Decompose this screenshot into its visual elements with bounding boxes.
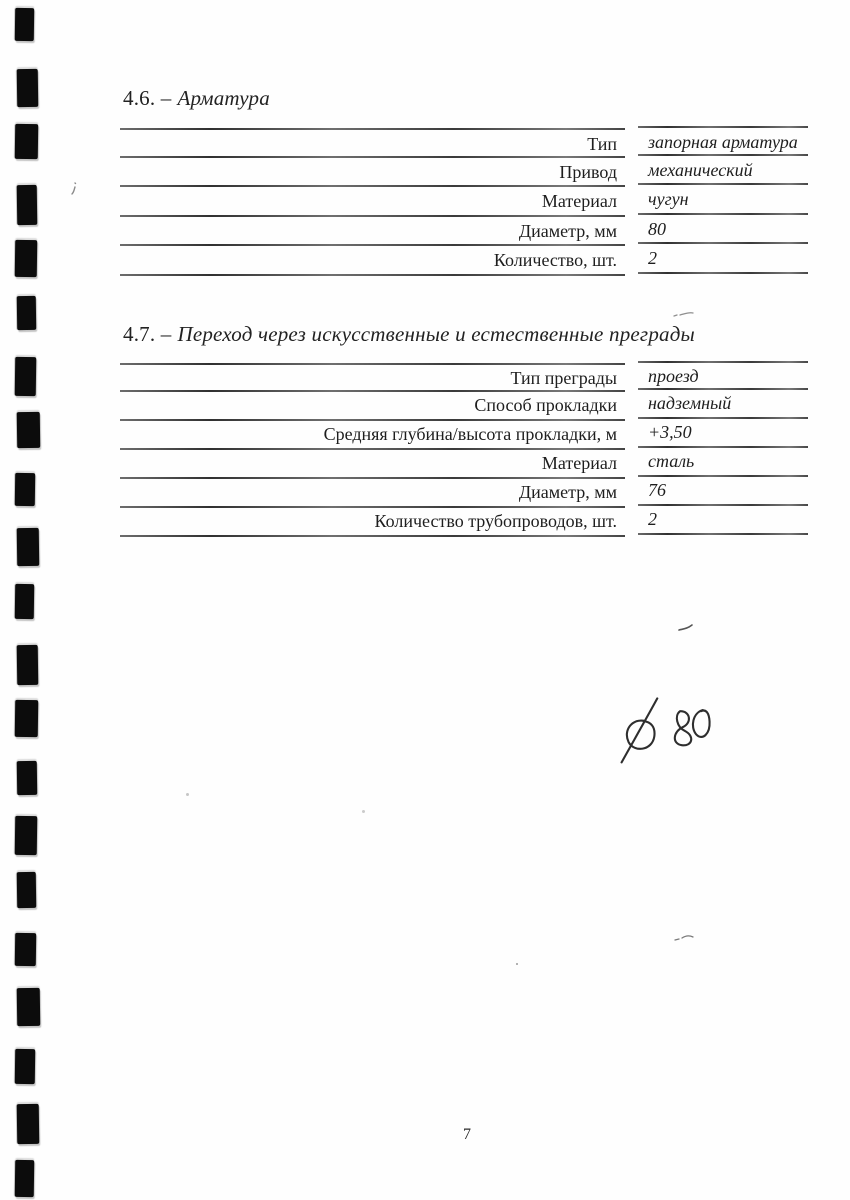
row-value: проезд <box>638 361 808 390</box>
table-row <box>120 421 808 450</box>
section-4-7-heading <box>123 322 695 347</box>
section-number: 4.6. – <box>123 86 172 110</box>
binding-hole-mark <box>15 584 34 619</box>
section-4-6-heading <box>123 86 270 111</box>
handwritten-diameter-annotation <box>594 682 739 779</box>
binding-hole-mark <box>15 124 38 159</box>
row-label: Средняя глубина/высота прокладки, м <box>120 421 625 450</box>
row-value: 2 <box>638 506 808 535</box>
row-value: сталь <box>638 448 808 477</box>
column-gap <box>625 246 638 276</box>
binding-hole-mark <box>15 700 39 737</box>
row-label: Диаметр, мм <box>120 217 625 247</box>
binding-hole-mark <box>17 68 39 106</box>
row-label: Материал <box>120 187 625 217</box>
row-value: 80 <box>638 215 808 245</box>
column-gap <box>625 217 638 247</box>
binding-hole-mark <box>15 356 37 395</box>
handwriting-strokes <box>594 682 738 774</box>
row-value: надземный <box>638 390 808 419</box>
row-label: Материал <box>120 450 625 479</box>
column-gap <box>625 392 638 421</box>
scan-speck <box>516 963 518 965</box>
column-gap <box>625 450 638 479</box>
table-row <box>120 187 808 217</box>
binding-hole-mark <box>17 644 39 684</box>
table-row <box>120 363 808 392</box>
table-row <box>120 450 808 479</box>
column-gap <box>625 479 638 508</box>
scan-speck <box>362 810 365 813</box>
binding-hole-mark <box>15 1160 35 1197</box>
scan-speck <box>186 793 189 796</box>
binding-hole-mark <box>17 1104 40 1144</box>
scan-speck <box>70 180 80 201</box>
row-value: 2 <box>638 244 808 274</box>
binding-hole-mark <box>17 872 37 908</box>
table-row <box>120 392 808 421</box>
armature-table <box>120 128 808 276</box>
row-label: Привод <box>120 158 625 188</box>
column-gap <box>625 128 638 158</box>
scan-speck <box>678 620 694 638</box>
binding-hole-mark <box>15 473 35 506</box>
table-row <box>120 246 808 276</box>
scan-speck <box>672 306 696 324</box>
section-number: 4.7. – <box>123 322 172 346</box>
row-value: запорная арматура <box>638 126 808 156</box>
binding-hole-mark <box>15 932 36 965</box>
binding-hole-mark <box>17 761 37 795</box>
binding-hole-mark <box>15 1049 35 1084</box>
row-label: Количество трубопроводов, шт. <box>120 508 625 537</box>
table-row <box>120 508 808 537</box>
row-value: +3,50 <box>638 419 808 448</box>
row-label: Количество, шт. <box>120 246 625 276</box>
row-value: чугун <box>638 185 808 215</box>
binding-hole-mark <box>17 412 41 448</box>
table-row <box>120 158 808 188</box>
binding-hole-mark <box>17 185 38 225</box>
row-label: Тип преграды <box>120 363 625 392</box>
column-gap <box>625 187 638 217</box>
row-label: Тип <box>120 128 625 158</box>
page-number: 7 <box>463 1126 471 1143</box>
section-title: Арматура <box>177 86 270 110</box>
binding-hole-mark <box>17 988 41 1026</box>
row-label: Диаметр, мм <box>120 479 625 508</box>
column-gap <box>625 158 638 188</box>
column-gap <box>625 363 638 392</box>
binding-hole-mark <box>17 296 36 330</box>
row-value: механический <box>638 156 808 186</box>
column-gap <box>625 508 638 537</box>
binding-hole-mark <box>17 528 40 566</box>
binding-hole-mark <box>15 816 38 855</box>
table-row <box>120 128 808 158</box>
crossing-table <box>120 363 808 537</box>
section-title: Переход через искусственные и естественные преграды <box>177 322 695 346</box>
table-row <box>120 479 808 508</box>
binding-hole-mark <box>15 240 38 277</box>
row-value: 76 <box>638 477 808 506</box>
column-gap <box>625 421 638 450</box>
scan-speck <box>674 930 696 948</box>
table-row <box>120 217 808 247</box>
row-label: Способ прокладки <box>120 392 625 421</box>
binding-hole-mark <box>15 8 34 41</box>
